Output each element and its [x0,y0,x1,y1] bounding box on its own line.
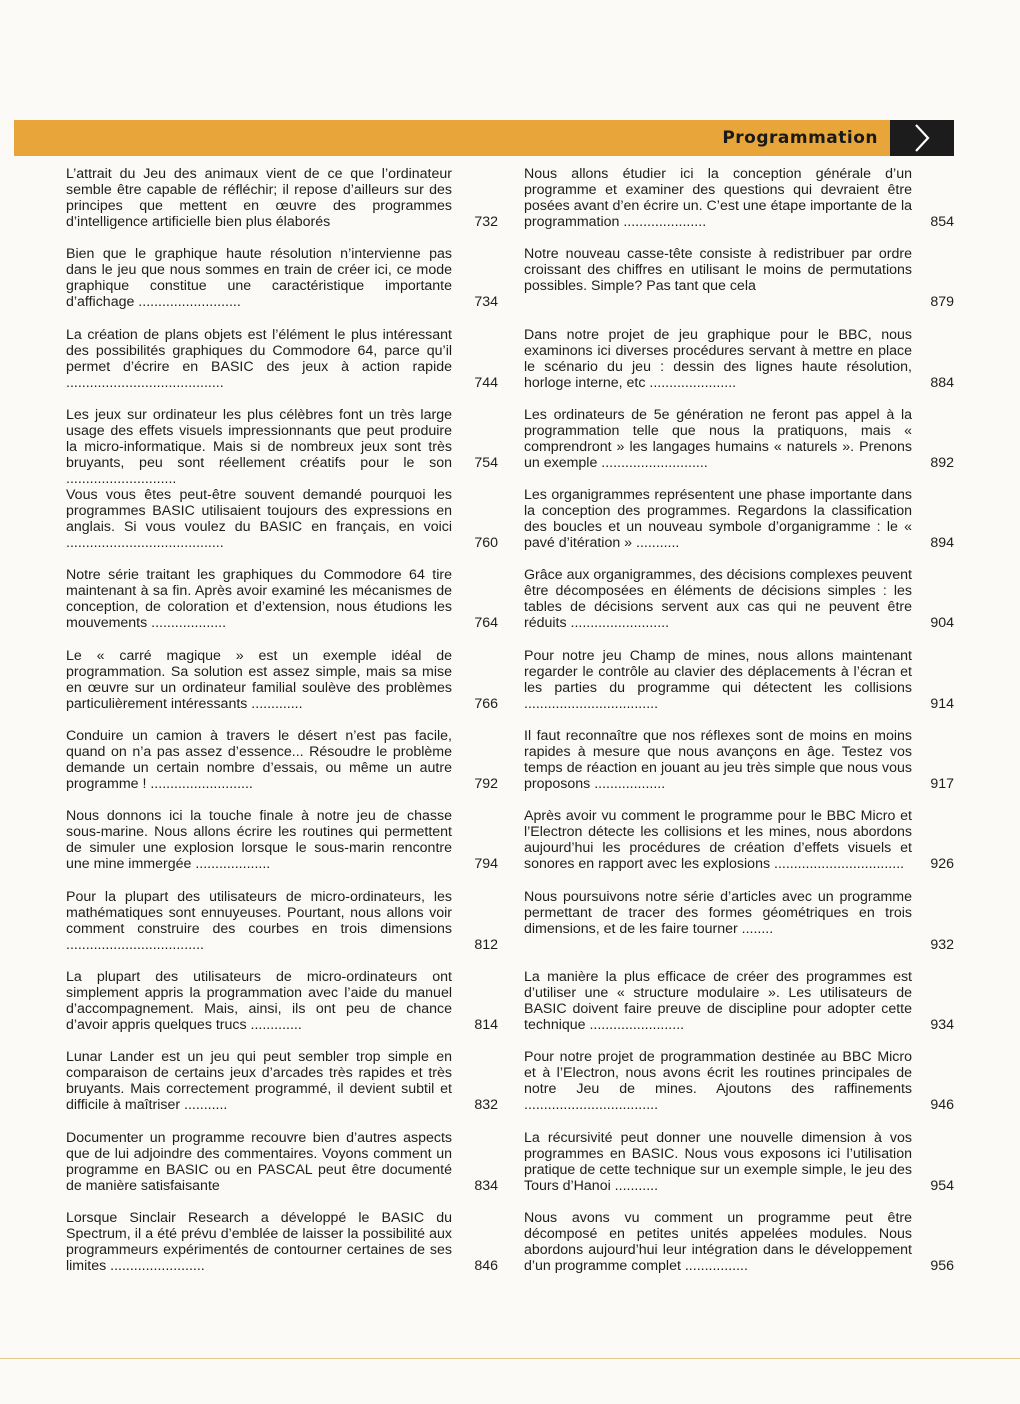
entry-description: Notre nouveau casse-tête consiste à redistribuer par ordre croissant des chiffres en utilisant le moins de permutations possibles. Simple? Pas tant que cela [524,246,912,295]
toc-entry[interactable] [66,648,498,728]
chevron-right-icon [912,123,932,153]
page-number: 732 [474,214,498,230]
page-number: 794 [474,856,498,873]
toc-entry[interactable] [66,808,498,888]
entry-description: La manière la plus efficace de créer des programmes est d’utiliser une « structure modulaire ». Les utilisateurs de BASIC doivent faire preuve de discipline pour adopter cette technique ........................ [524,968,912,1033]
entry-description: Après avoir vu comment le programme pour le BBC Micro et l’Electron détecte les collisions et les mines, nous abordons aujourd’hui les procédures de création d’effets visuels et sonores en rapport avec les explosions ................................. [524,808,912,873]
toc-entry[interactable] [66,1210,498,1290]
page-number: 834 [474,1177,498,1194]
toc-entry[interactable] [524,1049,954,1129]
toc-entry[interactable] [524,1210,954,1290]
entry-description: Lorsque Sinclair Research a développé le BASIC du Spectrum, il a été prévu d’emblée de laisser la possibilité aux programmeurs expérimentés de contourner certaines de ses limites ........................ [66,1209,452,1274]
toc-entry[interactable] [524,407,954,487]
page-number: 956 [930,1257,954,1274]
entry-description: La plupart des utilisateurs de micro-ordinateurs ont simplement appris la programmation avec l’aide du manuel d’accompagnement. Mais, ainsi, ils ont peu de chance d’avoir appris quelques trucs ............. [66,968,452,1033]
page-number: 832 [474,1097,498,1114]
bottom-rule [0,1358,1020,1359]
page-number: 904 [930,615,954,632]
entry-description: Conduire un camion à travers le désert n’est pas facile, quand on n’a pas assez d’essence... Résoudre le problème demande un certain nombre d’essais, ou même un autre programme ! .......................... [66,728,452,793]
toc-entry[interactable] [66,969,498,1049]
section-title: Programmation [722,128,878,148]
entry-description: Lunar Lander est un jeu qui peut sembler trop simple en comparaison de certains jeux d’arcades très rapides et très bruyants. Mais correctement programmé, il devient subtil et difficile à maîtriser ........... [66,1049,452,1114]
entry-description: Les organigrammes représentent une phase importante dans la conception des programmes. Regardons la classification des boucles et un nouveau symbole d’organigramme : le « pavé d’itération » ........... [524,487,912,552]
right-column [524,166,954,1290]
toc-entry[interactable] [524,567,954,647]
toc-entry[interactable] [66,1049,498,1129]
toc-entry[interactable] [524,487,954,567]
page-number: 884 [930,374,954,391]
entry-description: Les ordinateurs de 5e génération ne feront pas appel à la programmation telle que nous la pratiquons, mais « comprendront » les langages humains « naturels ». Prenons un exemple ........................... [524,406,912,471]
page-number: 894 [930,535,954,552]
toc-entry[interactable] [524,969,954,1049]
toc-entry[interactable] [524,327,954,407]
section-banner [14,120,890,156]
page-number: 812 [474,936,498,953]
entry-description: Pour la plupart des utilisateurs de micro-ordinateurs, les mathématiques sont ennuyeuses. Pourtant, nous allons voir comment construire des courbes en trois dimensions ................................... [66,888,452,953]
entry-description: Dans notre projet de jeu graphique pour le BBC, nous examinons ici diverses procédures servant à mettre en place le scénario du jeu : dessin des lignes haute résolution, horloge interne, etc ...................... [524,326,912,391]
toc-entry[interactable] [524,648,954,728]
page-number: 764 [474,615,498,632]
page-number: 854 [930,214,954,230]
entry-description: Notre série traitant les graphiques du Commodore 64 tire maintenant à sa fin. Après avoir examiné les mécanismes de conception, de coloration et d’extension, nous étudions les mouvements ................... [66,567,452,632]
entry-description: Documenter un programme recouvre bien d’autres aspects que de lui adjoindre des commentaires. Voyons comment un programme en BASIC ou en PASCAL peut être documenté de manière satisfaisante [66,1129,452,1194]
page-number: 792 [474,776,498,793]
toc-entry[interactable] [66,166,498,246]
page-number: 879 [930,294,954,311]
toc-entry[interactable] [66,246,498,326]
entry-description: Bien que le graphique haute résolution n’intervienne pas dans le jeu que nous sommes en train de créer ici, ce mode graphique constitue une caractéristique importante d’affichage .......................... [66,246,452,311]
page-number: 954 [930,1177,954,1194]
left-column [66,166,498,1290]
entry-description: Nous avons vu comment un programme peut être décomposé en petites unités appelées modules. Nous abordons aujourd’hui leur intégration dans le développement d’un programme complet ................ [524,1209,912,1274]
entry-description: Grâce aux organigrammes, des décisions complexes peuvent être décomposées en éléments de décisions simples : les tables de décisions servent aux cas qui ne peuvent être réduits ......................... [524,567,912,632]
page-number: 926 [930,856,954,873]
toc-entry[interactable] [524,1130,954,1210]
toc-entry[interactable] [524,889,954,969]
entry-description: Le « carré magique » est un exemple idéal de programmation. Sa solution est assez simple, mais sa mise en œuvre sur un ordinateur familial soulève des problèmes particulièrement intéressants ............. [66,647,452,712]
toc-entry[interactable] [66,1130,498,1210]
entry-description: Nous poursuivons notre série d’articles avec un programme permettant de tracer des formes géométriques en trois dimensions, et de les faire tourner ........ [524,888,912,937]
entry-description: L’attrait du Jeu des animaux vient de ce que l’ordinateur semble être capable de réfléchir; il repose d’ailleurs sur des principes que mettent en œuvre des programmes d’intelligence artificielle bien plus élaborés [66,166,452,230]
entry-description: Il faut reconnaître que nos réflexes sont de moins en moins rapides à mesure que nous avançons en âge. Testez vos temps de réaction en jouant au jeu très simple que nous vous proposons .................. [524,728,912,793]
page-number: 892 [930,454,954,471]
toc-entry[interactable] [66,407,498,487]
page-number: 846 [474,1257,498,1274]
page-number: 744 [474,374,498,391]
toc-entry[interactable] [524,166,954,246]
page-number: 760 [474,535,498,552]
entry-description: Nous donnons ici la touche finale à notre jeu de chasse sous-marine. Nous allons écrire les routines qui permettent de simuler une explosion lorsque le sous-marin rencontre une mine immergée ................... [66,808,452,873]
page-number: 766 [474,695,498,712]
page-number: 946 [930,1097,954,1114]
toc-entry[interactable] [66,567,498,647]
next-page-tab[interactable] [890,120,954,156]
entry-description: Vous vous êtes peut-être souvent demandé pourquoi les programmes BASIC utilisaient toujours des expressions en anglais. Si vous voulez du BASIC en français, en voici ........................................ [66,487,452,552]
entry-description: La récursivité peut donner une nouvelle dimension à vos programmes en BASIC. Nous vous exposons ici l’utilisation pratique de cette technique sur un exemple simple, le jeu des Tours d’Hanoi ........... [524,1129,912,1194]
toc-entry[interactable] [524,728,954,808]
toc-entry[interactable] [66,728,498,808]
entry-description: Pour notre jeu Champ de mines, nous allons maintenant regarder le contrôle au clavier des déplacements à l’écran et les parties du programme qui détectent les collisions .................................. [524,647,912,712]
entry-description: Pour notre projet de programmation destinée au BBC Micro et à l’Electron, nous avons écrit les routines principales de notre Jeu de mines. Ajoutons des raffinements .................................. [524,1049,912,1114]
toc-entry[interactable] [66,487,498,567]
toc-entry[interactable] [66,889,498,969]
page-number: 734 [474,294,498,311]
toc-entry[interactable] [524,246,954,326]
page-number: 814 [474,1016,498,1033]
page-number: 914 [930,695,954,712]
page-number: 754 [474,454,498,471]
entry-description: La création de plans objets est l’élément le plus intéressant des possibilités graphiques du Commodore 64, parce qu’il permet d’écrire en BASIC des jeux à action rapide ........................................ [66,326,452,391]
entry-description: Les jeux sur ordinateur les plus célèbres font un très large usage des effets visuels impressionnants que peut produire la micro-informatique. Mais si de nombreux jeux sont très bruyants, peu sont réellement créatifs pour le son ............................ [66,406,452,487]
toc-entry[interactable] [66,327,498,407]
toc-entry[interactable] [524,808,954,888]
entry-description: Nous allons étudier ici la conception générale d’un programme et examiner des questions qui devraient être posées avant d’en écrire un. C’est une étape importante de la programmation ..................... [524,166,912,230]
page-number: 917 [930,776,954,793]
page-number: 932 [930,936,954,953]
page-number: 934 [930,1016,954,1033]
